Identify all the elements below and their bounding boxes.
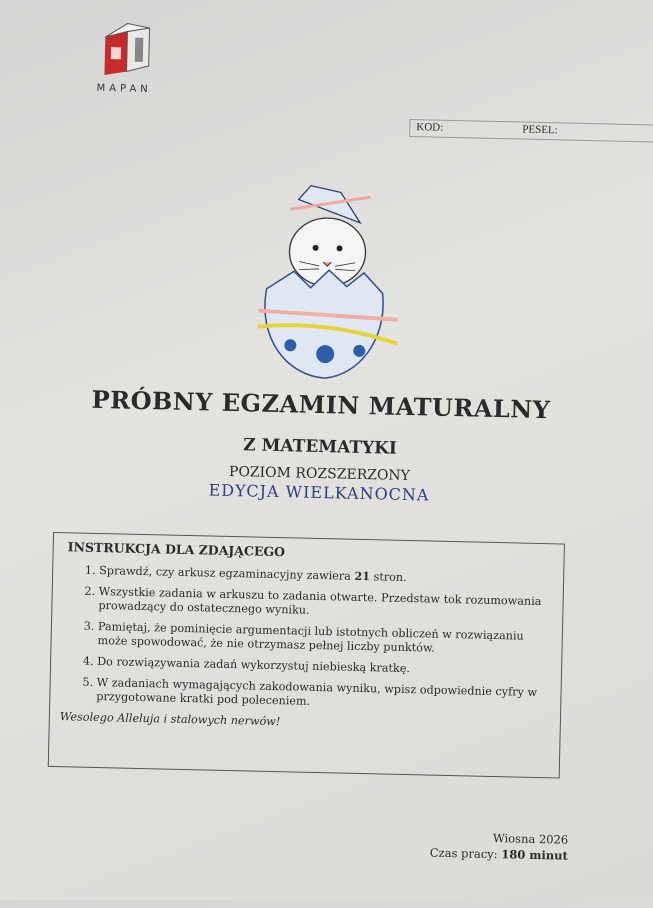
instruction-item: 1. Sprawdź, czy arkusz egzaminacyjny zawiera 21 stron. xyxy=(99,563,553,588)
pesel-label: PESEL: xyxy=(522,123,558,137)
instructions-box xyxy=(48,532,565,779)
instruction-item: 5. W zadaniach wymagających zakodowania wyniku, wpisz odpowiednie cyfry w przygotowane kratki pod poleceniem. xyxy=(96,676,551,714)
instructions-list xyxy=(60,562,553,714)
easter-bunny-egg-illustration xyxy=(246,178,401,386)
exam-title: PRÓBNY EGZAMIN MATURALNY xyxy=(91,384,551,425)
kod-label: KOD: xyxy=(416,121,444,134)
footer-info xyxy=(430,829,569,864)
code-fields xyxy=(409,119,653,143)
instruction-item: 2. Wszystkie zadania w arkuszu to zadania otwarte. Przedstaw tok rozumowania prowadzący do ostatecznego wyniku. xyxy=(98,585,553,623)
cube-logo-icon xyxy=(96,21,153,78)
instructions-heading: INSTRUKCJA DLA ZDAJĄCEGO xyxy=(67,539,286,560)
instruction-item: 4. Do rozwiązywania zadań wykorzystuj niebieską kratkę. xyxy=(97,655,551,679)
exam-duration: Czas pracy: 180 minut xyxy=(429,845,569,863)
easter-wish: Wesolego Alleluja i stalowych nerwów! xyxy=(59,710,281,729)
instruction-item: 3. Pamiętaj, że pominięcie argumentacji lub istotnych obliczeń w rozwiązaniu może spowodować, że nie otrzymasz pełnej liczby punktów. xyxy=(97,620,552,658)
mapan-logo xyxy=(92,21,158,95)
season: Wiosna 2026 xyxy=(492,831,569,847)
exam-subject: Z MATEMATYKI xyxy=(243,435,398,459)
exam-edition: EDYCJA WIELKANOCNA xyxy=(208,480,430,505)
exam-level: POZIOM ROZSZERZONY xyxy=(228,463,411,485)
logo-text: MAPAN xyxy=(96,82,152,96)
